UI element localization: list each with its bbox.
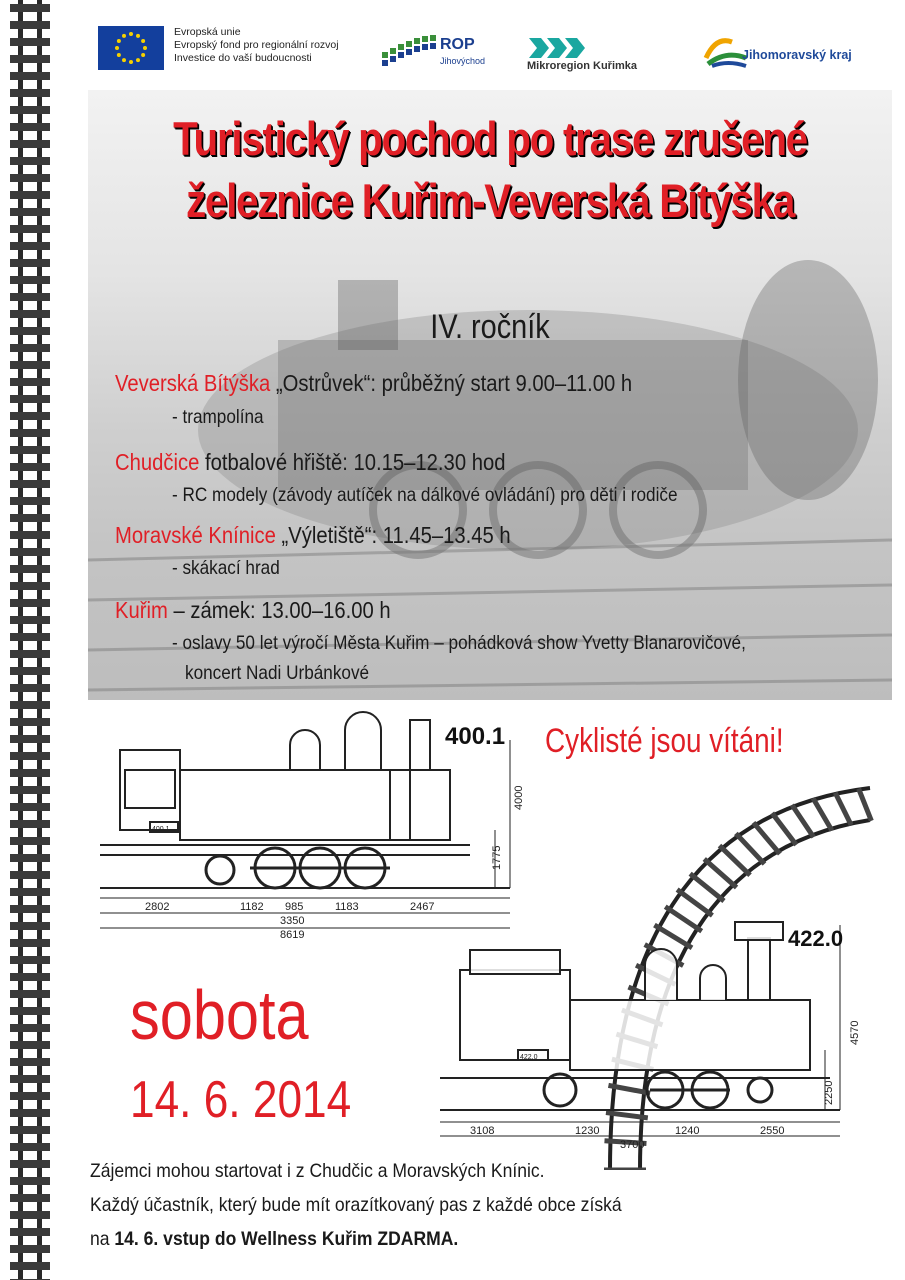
dim-label: 1775 [491,845,503,870]
drawing-plate-label: 422.0 [520,1054,538,1061]
sponsor-logos [90,20,890,82]
title-line-1: Turistický pochod po trase zrušené [173,112,807,165]
stop-place: Kuřim [115,597,168,623]
dim-label: 8619 [280,929,305,941]
dim-label: 3350 [280,915,305,927]
edition-label: IV. ročník [430,308,550,346]
stop-place: Moravské Knínice [115,522,276,548]
eu-text [174,26,339,65]
stop-chudcice [115,449,505,476]
poster-title [144,108,835,232]
footer-bold: 14. 6. vstup do Wellness Kuřim ZDARMA. [114,1228,459,1250]
dim-label: 1182 [240,901,264,913]
dim-label: 3108 [470,1125,495,1137]
dim-label: 3700 [620,1139,645,1151]
event-date: 14. 6. 2014 [130,1071,352,1129]
stop-note: - skákací hrad [172,557,280,579]
dim-label: 2802 [145,901,170,913]
stop-kurim [115,597,391,624]
railway-track-border [0,0,60,1280]
stop-moravske-kninice [115,522,511,549]
rop-sublabel: Jihovýchod [440,56,486,66]
stop-detail: – zámek: 13.00–16.00 h [167,597,391,623]
footer-line-1: Zájemci mohou startovat i z Chudčic a Moravských Knínic. [90,1160,545,1182]
eu-line: Evropská unie [174,26,241,38]
dim-label: 2467 [410,901,435,913]
stop-note: - oslavy 50 let výročí Města Kuřim – pohádková show Yvetty Blanarovičové, [172,632,746,654]
stop-note: - RC modely (závody autíček na dálkové ovládání) pro děti i rodiče [172,484,678,506]
stop-detail: fotbalové hřiště: 10.15–12.30 hod [199,449,506,475]
footer-line-2: Každý účastník, který bude mít orazítkovaný pas z každé obce získá [90,1194,622,1216]
dim-label: 2250 [823,1080,835,1105]
stop-note: - trampolína [172,406,264,428]
model-number: 400.1 [445,723,506,750]
stop-detail: „Výletiště“: 11.45–13.45 h [275,522,511,548]
mikroregion-label: Mikroregion Kuřimka [527,60,638,72]
stop-detail: „Ostrůvek“: průběžný start 9.00–11.00 h [270,370,633,396]
drawing-plate-label: 400.1 [152,826,170,833]
title-line-2: železnice Kuřim-Veverská Bítýška [185,174,795,227]
dim-label: 4570 [849,1020,861,1045]
stop-veverska-bityska [115,370,632,397]
dim-label: 1230 [575,1125,600,1137]
rop-label: ROP [440,36,475,53]
footer-line-3 [90,1228,458,1251]
eu-line: Evropský fond pro regionální rozvoj [174,39,339,51]
model-number: 422.0 [788,926,844,951]
dim-label: 4000 [513,785,525,810]
eu-flag-icon [98,26,164,70]
dim-label: 2550 [760,1125,785,1137]
stop-place: Chudčice [115,449,200,475]
stop-place: Veverská Bítýška [115,370,271,396]
dim-label: 985 [285,901,304,913]
dim-label: 1240 [675,1125,700,1137]
dim-label: 1183 [335,901,359,913]
locomotive-422-drawing [430,760,870,1160]
stop-note: koncert Nadi Urbánkové [185,662,370,684]
jihomoravsky-kraj-label: Jihomoravský kraj [742,48,852,62]
eu-line: Investice do vaší budoucnosti [174,52,312,64]
mikroregion-logo-icon [527,36,687,80]
event-day: sobota [130,976,309,1054]
footer-prefix: na [90,1228,115,1250]
cyclists-welcome: Cyklisté jsou vítáni! [545,722,784,760]
